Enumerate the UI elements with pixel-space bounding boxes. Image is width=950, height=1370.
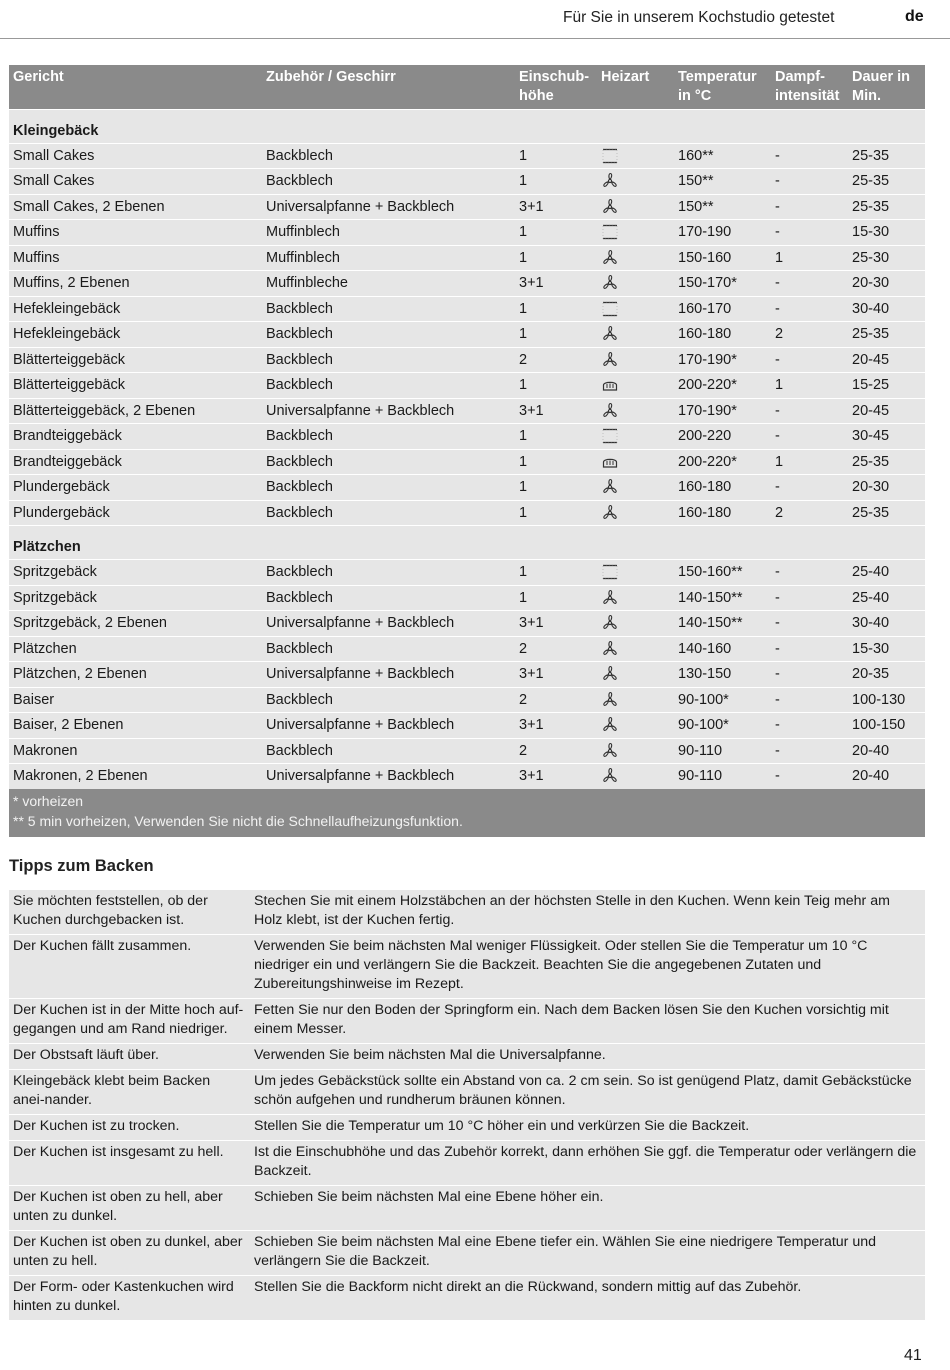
- fan-icon: [601, 250, 619, 266]
- fan-icon: [601, 590, 619, 606]
- cell-heating-mode: [597, 245, 674, 271]
- cell-dish: Blätterteiggebäck, 2 Ebenen: [9, 398, 262, 424]
- cell-steam: -: [771, 296, 848, 322]
- cell-temperature: 140-150**: [674, 585, 771, 611]
- cell-level: 3+1: [515, 194, 597, 220]
- tip-row: [9, 1141, 925, 1186]
- col-header-dish: Gericht: [9, 65, 262, 109]
- cell-temperature: 200-220*: [674, 373, 771, 399]
- col-header-heating-mode: Heizart: [597, 65, 674, 109]
- cell-heating-mode: [597, 500, 674, 526]
- tip-problem: Der Kuchen ist oben zu hell, aber unten zu dunkel.: [9, 1186, 250, 1231]
- page-number: 41: [904, 1347, 922, 1364]
- cell-duration: 20-40: [848, 764, 925, 789]
- cell-steam: 2: [771, 500, 848, 526]
- table-row: [9, 687, 925, 713]
- cell-accessory: Backblech: [262, 143, 515, 169]
- tip-problem: Der Kuchen ist oben zu dunkel, aber unten zu hell.: [9, 1231, 250, 1276]
- header-divider: [0, 38, 950, 39]
- cell-steam: 2: [771, 322, 848, 348]
- cell-duration: 20-40: [848, 738, 925, 764]
- cell-accessory: Universalpfanne + Backblech: [262, 764, 515, 789]
- section-header-row: [9, 109, 925, 143]
- table-row: [9, 585, 925, 611]
- cell-duration: 25-40: [848, 560, 925, 586]
- cell-dish: Spritzgebäck: [9, 585, 262, 611]
- cell-level: 1: [515, 585, 597, 611]
- tip-row: [9, 1070, 925, 1115]
- cell-level: 2: [515, 636, 597, 662]
- cell-temperature: 90-110: [674, 738, 771, 764]
- tips-table: [9, 889, 925, 1320]
- cell-steam: -: [771, 738, 848, 764]
- table-row: [9, 296, 925, 322]
- cell-duration: 25-35: [848, 143, 925, 169]
- cell-level: 2: [515, 738, 597, 764]
- cell-duration: 25-35: [848, 194, 925, 220]
- cell-temperature: 130-150: [674, 662, 771, 688]
- cell-dish: Plätzchen: [9, 636, 262, 662]
- cell-dish: Plundergebäck: [9, 500, 262, 526]
- tip-solution: Fetten Sie nur den Boden der Springform ein. Nach dem Backen lösen Sie den Kuchen vorsichtig mit einem Messer.: [250, 999, 925, 1044]
- cell-duration: 30-40: [848, 611, 925, 637]
- cell-temperature: 160**: [674, 143, 771, 169]
- cell-heating-mode: [597, 398, 674, 424]
- cell-dish: Makronen: [9, 738, 262, 764]
- cell-heating-mode: [597, 611, 674, 637]
- table-row: [9, 322, 925, 348]
- cell-steam: -: [771, 347, 848, 373]
- cell-steam: -: [771, 585, 848, 611]
- table-row: [9, 449, 925, 475]
- cell-accessory: Backblech: [262, 449, 515, 475]
- cell-accessory: Muffinblech: [262, 220, 515, 246]
- fan-icon: [601, 615, 619, 631]
- cell-level: 1: [515, 424, 597, 450]
- cell-dish: Small Cakes: [9, 169, 262, 195]
- fan-icon: [601, 326, 619, 342]
- cell-dish: Baiser: [9, 687, 262, 713]
- table-row: [9, 475, 925, 501]
- cell-accessory: Muffinbleche: [262, 271, 515, 297]
- cell-duration: 20-30: [848, 475, 925, 501]
- fan-icon: [601, 717, 619, 733]
- cell-dish: Muffins, 2 Ebenen: [9, 271, 262, 297]
- cell-dish: Spritzgebäck: [9, 560, 262, 586]
- cell-temperature: 170-190: [674, 220, 771, 246]
- table-row: [9, 194, 925, 220]
- cell-dish: Blätterteiggebäck: [9, 373, 262, 399]
- cell-accessory: Backblech: [262, 636, 515, 662]
- cell-accessory: Backblech: [262, 475, 515, 501]
- top-bottom-heat-icon: [601, 301, 619, 317]
- fan-icon: [601, 743, 619, 759]
- cell-dish: Hefekleingebäck: [9, 322, 262, 348]
- table-row: [9, 500, 925, 526]
- cell-accessory: Backblech: [262, 169, 515, 195]
- cell-level: 1: [515, 373, 597, 399]
- cell-temperature: 140-160: [674, 636, 771, 662]
- cell-steam: 1: [771, 373, 848, 399]
- table-row: [9, 271, 925, 297]
- cell-temperature: 150**: [674, 169, 771, 195]
- cell-dish: Brandteiggebäck: [9, 449, 262, 475]
- cell-steam: -: [771, 194, 848, 220]
- cell-heating-mode: [597, 585, 674, 611]
- cell-dish: Plundergebäck: [9, 475, 262, 501]
- cell-dish: Blätterteiggebäck: [9, 347, 262, 373]
- baking-table-header: [9, 65, 925, 109]
- cell-temperature: 90-100*: [674, 687, 771, 713]
- cell-dish: Muffins: [9, 245, 262, 271]
- tip-problem: Kleingebäck klebt beim Backen anei-nander.: [9, 1070, 250, 1115]
- cell-steam: -: [771, 271, 848, 297]
- cell-accessory: Backblech: [262, 296, 515, 322]
- cell-duration: 15-30: [848, 220, 925, 246]
- top-bottom-heat-icon: [601, 564, 619, 580]
- cell-steam: -: [771, 398, 848, 424]
- footnote-row: [9, 789, 925, 813]
- tip-problem: Der Kuchen ist in der Mitte hoch auf-gegangen und am Rand niedriger.: [9, 999, 250, 1044]
- cell-accessory: Universalpfanne + Backblech: [262, 398, 515, 424]
- section-header-row: [9, 526, 925, 560]
- table-row: [9, 662, 925, 688]
- cell-temperature: 160-170: [674, 296, 771, 322]
- cell-duration: 15-25: [848, 373, 925, 399]
- cell-level: 3+1: [515, 611, 597, 637]
- cell-steam: -: [771, 764, 848, 789]
- tip-solution: Verwenden Sie beim nächsten Mal die Universalpfanne.: [250, 1044, 925, 1070]
- cell-temperature: 200-220*: [674, 449, 771, 475]
- tip-row: [9, 1276, 925, 1321]
- bread-icon: [601, 377, 619, 393]
- cell-level: 1: [515, 143, 597, 169]
- cell-temperature: 140-150**: [674, 611, 771, 637]
- footnote: * vorheizen: [9, 789, 925, 813]
- cell-steam: -: [771, 424, 848, 450]
- tip-problem: Der Kuchen fällt zusammen.: [9, 935, 250, 999]
- cell-heating-mode: [597, 220, 674, 246]
- cell-steam: 1: [771, 449, 848, 475]
- cell-temperature: 160-180: [674, 500, 771, 526]
- tip-problem: Der Kuchen ist insgesamt zu hell.: [9, 1141, 250, 1186]
- cell-dish: Makronen, 2 Ebenen: [9, 764, 262, 789]
- cell-steam: -: [771, 169, 848, 195]
- cell-steam: -: [771, 687, 848, 713]
- cell-duration: 25-30: [848, 245, 925, 271]
- table-row: [9, 611, 925, 637]
- tip-row: [9, 1186, 925, 1231]
- fan-icon: [601, 199, 619, 215]
- cell-accessory: Universalpfanne + Backblech: [262, 713, 515, 739]
- tip-row: [9, 890, 925, 935]
- top-bottom-heat-icon: [601, 224, 619, 240]
- fan-icon: [601, 479, 619, 495]
- cell-heating-mode: [597, 662, 674, 688]
- cell-heating-mode: [597, 636, 674, 662]
- cell-temperature: 150-170*: [674, 271, 771, 297]
- table-row: [9, 220, 925, 246]
- tip-row: [9, 935, 925, 999]
- cell-duration: 20-45: [848, 347, 925, 373]
- footnote: ** 5 min vorheizen, Verwenden Sie nicht die Schnellaufheizungsfunktion.: [9, 813, 925, 837]
- col-header-steam: Dampf-intensität: [771, 65, 848, 109]
- cell-steam: -: [771, 611, 848, 637]
- cell-accessory: Backblech: [262, 347, 515, 373]
- cell-heating-mode: [597, 449, 674, 475]
- tip-solution: Stellen Sie die Backform nicht direkt an die Rückwand, sondern mittig auf das Zubehör.: [250, 1276, 925, 1321]
- tip-problem: Sie möchten feststellen, ob der Kuchen durchgebacken ist.: [9, 890, 250, 935]
- cell-dish: Small Cakes, 2 Ebenen: [9, 194, 262, 220]
- cell-temperature: 150-160: [674, 245, 771, 271]
- cell-temperature: 150**: [674, 194, 771, 220]
- cell-steam: -: [771, 143, 848, 169]
- cell-accessory: Backblech: [262, 560, 515, 586]
- cell-level: 1: [515, 322, 597, 348]
- cell-level: 1: [515, 475, 597, 501]
- table-row: [9, 347, 925, 373]
- top-bottom-heat-icon: [601, 148, 619, 164]
- table-row: [9, 636, 925, 662]
- cell-dish: Brandteiggebäck: [9, 424, 262, 450]
- cell-dish: Spritzgebäck, 2 Ebenen: [9, 611, 262, 637]
- baking-table: [9, 65, 925, 837]
- table-row: [9, 424, 925, 450]
- cell-duration: 20-35: [848, 662, 925, 688]
- table-row: [9, 245, 925, 271]
- cell-temperature: 170-190*: [674, 347, 771, 373]
- table-row: [9, 738, 925, 764]
- table-row: [9, 713, 925, 739]
- tip-solution: Ist die Einschubhöhe und das Zubehör korrekt, dann erhöhen Sie ggf. die Temperatur oder verlängern die Backzeit.: [250, 1141, 925, 1186]
- cell-accessory: Backblech: [262, 500, 515, 526]
- header-title: Für Sie in unserem Kochstudio getestet: [563, 9, 835, 26]
- fan-icon: [601, 403, 619, 419]
- cell-temperature: 160-180: [674, 475, 771, 501]
- cell-steam: -: [771, 560, 848, 586]
- tip-solution: Stechen Sie mit einem Holzstäbchen an der höchsten Stelle in den Kuchen. Wenn kein Teig mehr am Holz klebt, ist der Kuchen fertig.: [250, 890, 925, 935]
- cell-heating-mode: [597, 322, 674, 348]
- cell-accessory: Backblech: [262, 585, 515, 611]
- fan-icon: [601, 768, 619, 784]
- tip-problem: Der Kuchen ist zu trocken.: [9, 1115, 250, 1141]
- cell-level: 1: [515, 169, 597, 195]
- cell-accessory: Backblech: [262, 687, 515, 713]
- fan-icon: [601, 692, 619, 708]
- table-row: [9, 169, 925, 195]
- cell-level: 2: [515, 347, 597, 373]
- table-row: [9, 398, 925, 424]
- cell-heating-mode: [597, 713, 674, 739]
- table-row: [9, 143, 925, 169]
- cell-level: 1: [515, 296, 597, 322]
- cell-steam: -: [771, 636, 848, 662]
- cell-temperature: 90-100*: [674, 713, 771, 739]
- cell-temperature: 200-220: [674, 424, 771, 450]
- cell-temperature: 150-160**: [674, 560, 771, 586]
- col-header-duration: Dauer in Min.: [848, 65, 925, 109]
- cell-temperature: 170-190*: [674, 398, 771, 424]
- cell-level: 3+1: [515, 713, 597, 739]
- cell-accessory: Backblech: [262, 424, 515, 450]
- cell-level: 3+1: [515, 764, 597, 789]
- table-row: [9, 764, 925, 789]
- cell-heating-mode: [597, 560, 674, 586]
- cell-duration: 20-45: [848, 398, 925, 424]
- cell-level: 3+1: [515, 662, 597, 688]
- tip-solution: Schieben Sie beim nächsten Mal eine Ebene tiefer ein. Wählen Sie eine niedrigere Temperatur und verlängern Sie die Backzeit.: [250, 1231, 925, 1276]
- cell-level: 3+1: [515, 271, 597, 297]
- cell-accessory: Backblech: [262, 322, 515, 348]
- cell-level: 1: [515, 560, 597, 586]
- cell-heating-mode: [597, 169, 674, 195]
- tip-row: [9, 1231, 925, 1276]
- cell-level: 1: [515, 220, 597, 246]
- cell-heating-mode: [597, 424, 674, 450]
- cell-accessory: Universalpfanne + Backblech: [262, 662, 515, 688]
- cell-accessory: Backblech: [262, 738, 515, 764]
- language-code: de: [905, 8, 924, 25]
- cell-heating-mode: [597, 271, 674, 297]
- table-row: [9, 373, 925, 399]
- fan-icon: [601, 641, 619, 657]
- cell-duration: 30-45: [848, 424, 925, 450]
- cell-heating-mode: [597, 296, 674, 322]
- fan-icon: [601, 666, 619, 682]
- fan-icon: [601, 352, 619, 368]
- tip-problem: Der Obstsaft läuft über.: [9, 1044, 250, 1070]
- tip-solution: Um jedes Gebäckstück sollte ein Abstand von ca. 2 cm sein. So ist genügend Platz, damit Gebäckstücke schön aufgehen und rundherum bräunen können.: [250, 1070, 925, 1115]
- tip-row: [9, 1044, 925, 1070]
- cell-accessory: Universalpfanne + Backblech: [262, 194, 515, 220]
- cell-temperature: 90-110: [674, 764, 771, 789]
- cell-duration: 30-40: [848, 296, 925, 322]
- table-row: [9, 560, 925, 586]
- cell-level: 1: [515, 449, 597, 475]
- cell-accessory: Backblech: [262, 373, 515, 399]
- tip-row: [9, 1115, 925, 1141]
- top-bottom-heat-icon: [601, 428, 619, 444]
- cell-duration: 20-30: [848, 271, 925, 297]
- cell-steam: -: [771, 220, 848, 246]
- cell-steam: -: [771, 475, 848, 501]
- cell-steam: 1: [771, 245, 848, 271]
- fan-icon: [601, 505, 619, 521]
- cell-heating-mode: [597, 738, 674, 764]
- cell-duration: 25-35: [848, 169, 925, 195]
- tip-solution: Verwenden Sie beim nächsten Mal weniger Flüssigkeit. Oder stellen Sie die Temperatur um 10 °C niedriger ein und verlängern Sie die Backzeit. Beachten Sie die angegebenen Zutaten und Zubereitungshinweise im Rezept.: [250, 935, 925, 999]
- cell-level: 1: [515, 245, 597, 271]
- cell-heating-mode: [597, 194, 674, 220]
- cell-duration: 100-150: [848, 713, 925, 739]
- cell-heating-mode: [597, 373, 674, 399]
- section-title: Kleingebäck: [9, 109, 925, 143]
- cell-duration: 25-35: [848, 449, 925, 475]
- tip-solution: Schieben Sie beim nächsten Mal eine Ebene höher ein.: [250, 1186, 925, 1231]
- cell-level: 2: [515, 687, 597, 713]
- cell-temperature: 160-180: [674, 322, 771, 348]
- cell-duration: 25-35: [848, 500, 925, 526]
- cell-heating-mode: [597, 475, 674, 501]
- cell-dish: Baiser, 2 Ebenen: [9, 713, 262, 739]
- cell-duration: 25-40: [848, 585, 925, 611]
- cell-duration: 25-35: [848, 322, 925, 348]
- cell-heating-mode: [597, 347, 674, 373]
- col-header-temperature: Temperatur in °C: [674, 65, 771, 109]
- cell-heating-mode: [597, 764, 674, 789]
- cell-accessory: Muffinblech: [262, 245, 515, 271]
- cell-heating-mode: [597, 687, 674, 713]
- cell-dish: Small Cakes: [9, 143, 262, 169]
- cell-steam: -: [771, 713, 848, 739]
- cell-dish: Muffins: [9, 220, 262, 246]
- section-title: Plätzchen: [9, 526, 925, 560]
- col-header-accessory: Zubehör / Geschirr: [262, 65, 515, 109]
- tips-title: Tipps zum Backen: [9, 857, 154, 875]
- tip-row: [9, 999, 925, 1044]
- cell-level: 3+1: [515, 398, 597, 424]
- fan-icon: [601, 173, 619, 189]
- cell-steam: -: [771, 662, 848, 688]
- cell-duration: 100-130: [848, 687, 925, 713]
- cell-dish: Hefekleingebäck: [9, 296, 262, 322]
- cell-heating-mode: [597, 143, 674, 169]
- bread-icon: [601, 454, 619, 470]
- tip-solution: Stellen Sie die Temperatur um 10 °C höher ein und verkürzen Sie die Backzeit.: [250, 1115, 925, 1141]
- cell-level: 1: [515, 500, 597, 526]
- cell-dish: Plätzchen, 2 Ebenen: [9, 662, 262, 688]
- tip-problem: Der Form- oder Kastenkuchen wird hinten zu dunkel.: [9, 1276, 250, 1321]
- cell-duration: 15-30: [848, 636, 925, 662]
- footnote-row: [9, 813, 925, 837]
- cell-accessory: Universalpfanne + Backblech: [262, 611, 515, 637]
- fan-icon: [601, 275, 619, 291]
- col-header-level: Einschub-höhe: [515, 65, 597, 109]
